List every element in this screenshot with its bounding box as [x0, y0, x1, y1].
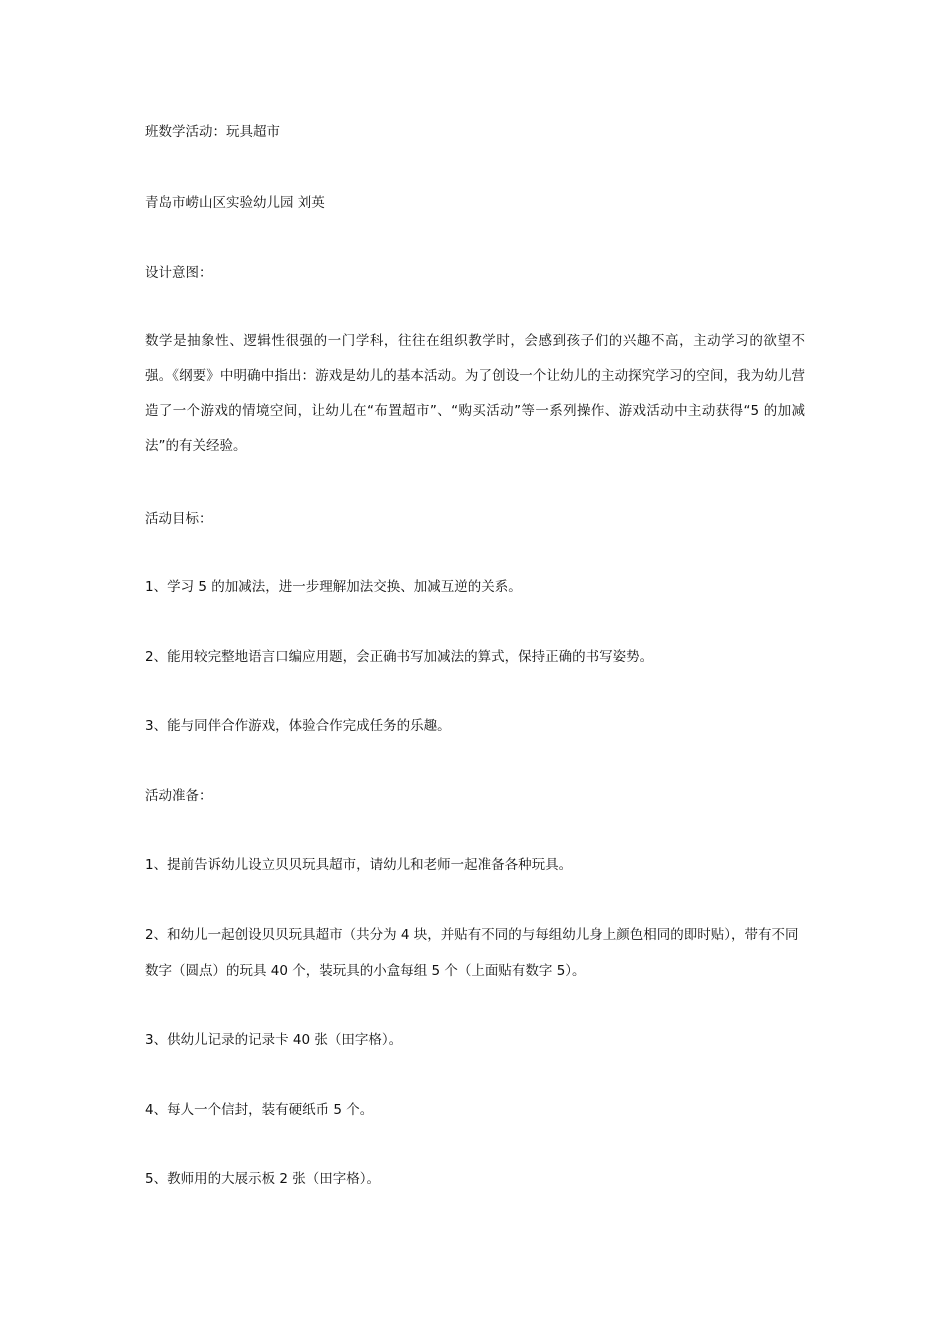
goal-item: 2、能用较完整地语言口编应用题，会正确书写加减法的算式，保持正确的书写姿势。: [145, 649, 654, 665]
prep-item: 1、提前告诉幼儿设立贝贝玩具超市，请幼儿和老师一起准备各种玩具。: [145, 857, 573, 873]
prep-item: 4、每人一个信封，装有硬纸币 5 个。: [145, 1102, 374, 1118]
document-title: 班数学活动：玩具超市: [145, 124, 280, 140]
prep-item: 2、和幼儿一起创设贝贝玩具超市（共分为 4 块，并贴有不同的与每组幼儿身上颜色相同的即时贴），带有不同数字（圆点）的玩具 40 个，装玩具的小盒每组 5 个（上面贴有数字 5）。: [145, 927, 799, 979]
prep-heading: 活动准备：: [145, 788, 213, 804]
design-paragraph: 数学是抽象性、逻辑性很强的一门学科，往往在组织教学时，会感到孩子们的兴趣不高，主动学习的欲望不强。《纲要》中明确中指出：游戏是幼儿的基本活动。为了创设一个让幼儿的主动探究学习的空间，我为幼儿营造了一个游戏的情境空间，让幼儿在“布置超市”、“购买活动”等一系列操作、游戏活动中主动获得“5 的加减法”的有关经验。: [145, 333, 805, 454]
prep-item: 5、教师用的大展示板 2 张（田字格）。: [145, 1171, 381, 1187]
goals-heading: 活动目标：: [145, 511, 213, 527]
author-line: 青岛市崂山区实验幼儿园 刘英: [145, 195, 325, 211]
design-heading: 设计意图：: [145, 265, 213, 281]
goal-item: 1、学习 5 的加减法，进一步理解加法交换、加减互逆的关系。: [145, 579, 522, 595]
prep-item: 3、供幼儿记录的记录卡 40 张（田字格）。: [145, 1032, 403, 1048]
goal-item: 3、能与同伴合作游戏，体验合作完成任务的乐趣。: [145, 718, 451, 734]
